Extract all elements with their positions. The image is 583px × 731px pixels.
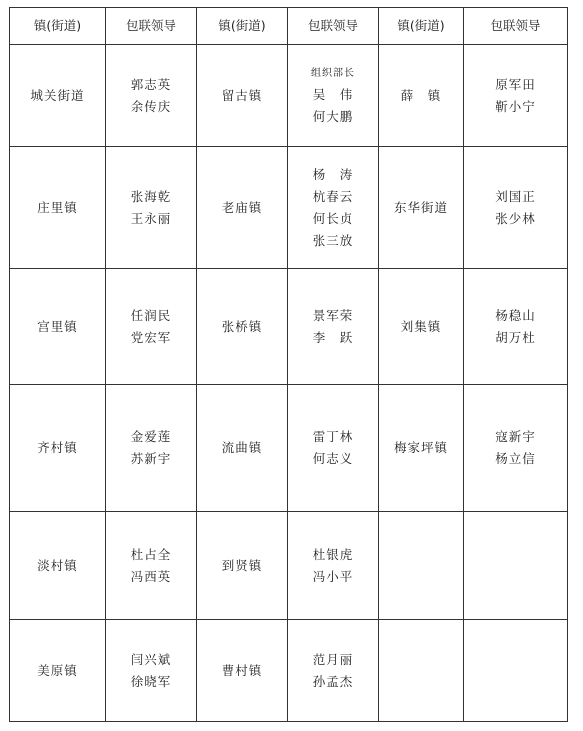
leader-name: 杨稳山 <box>495 307 536 323</box>
leader-name: 原军田 <box>495 76 536 92</box>
leader-name: 范月丽 <box>312 651 354 667</box>
town-cell <box>379 269 464 385</box>
leader-name: 胡万杜 <box>495 329 536 345</box>
leaders-cell <box>106 147 197 269</box>
table-row <box>10 512 568 620</box>
leaders-cell <box>288 512 379 620</box>
leader-name: 张海乾 <box>130 188 172 204</box>
town-cell <box>10 620 106 722</box>
leader-name: 吴 伟 <box>312 86 354 102</box>
town-name: 薛 镇 <box>400 87 442 103</box>
header-town-3: 镇(街道) <box>379 8 464 45</box>
town-cell <box>10 512 106 620</box>
town-name: 流曲镇 <box>221 440 263 455</box>
leader-name: 刘国正 <box>495 188 536 204</box>
leader-name: 张少林 <box>495 210 536 226</box>
town-cell <box>197 620 288 722</box>
leader-name: 杜银虎 <box>312 546 354 562</box>
town-name: 刘集镇 <box>400 318 442 334</box>
leaders-cell <box>464 45 568 147</box>
town-name: 到贤镇 <box>221 557 263 573</box>
leader-name: 何长贞 <box>312 210 354 226</box>
leader-name: 靳小宁 <box>495 98 536 114</box>
leader-name: 杭春云 <box>312 188 354 204</box>
town-name: 梅家坪镇 <box>393 440 448 455</box>
leaders-cell <box>288 269 379 385</box>
table-row <box>10 620 568 722</box>
leader-name: 杨立信 <box>495 451 536 466</box>
header-leaders-3: 包联领导 <box>464 8 568 45</box>
leader-name: 李 跃 <box>312 329 354 345</box>
town-cell <box>197 269 288 385</box>
town-cell <box>10 385 106 512</box>
header-town-2: 镇(街道) <box>197 8 288 45</box>
leader-name: 王永丽 <box>130 210 172 226</box>
leaders-cell <box>288 620 379 722</box>
town-name: 齐村镇 <box>37 440 78 455</box>
town-name: 淡村镇 <box>37 557 78 573</box>
town-cell <box>197 147 288 269</box>
leader-name: 余传庆 <box>130 98 172 114</box>
leader-name: 景军荣 <box>312 307 354 323</box>
town-name: 留古镇 <box>221 87 263 103</box>
leaders-cell <box>464 269 568 385</box>
leaders-cell <box>106 45 197 147</box>
town-cell <box>197 512 288 620</box>
leaders-cell <box>106 620 197 722</box>
town-cell <box>10 147 106 269</box>
leader-name: 杜占全 <box>130 546 172 562</box>
town-name: 美原镇 <box>37 662 78 678</box>
header-leaders-1: 包联领导 <box>106 8 197 45</box>
assignment-table <box>9 7 568 722</box>
leader-name: 寇新宇 <box>495 429 536 444</box>
assignment-table-container <box>9 7 568 722</box>
leaders-cell <box>106 512 197 620</box>
town-name: 老庙镇 <box>221 199 263 215</box>
leaders-cell <box>288 147 379 269</box>
leader-name: 何大鹏 <box>312 108 354 124</box>
town-cell <box>379 45 464 147</box>
town-cell <box>10 269 106 385</box>
leaders-cell <box>106 385 197 512</box>
town-cell <box>197 45 288 147</box>
leader-name: 张三放 <box>312 232 354 248</box>
leader-name: 组织部长 <box>311 67 355 79</box>
table-row <box>10 385 568 512</box>
leader-name: 杨 涛 <box>312 166 354 182</box>
town-cell <box>379 147 464 269</box>
town-name: 宫里镇 <box>37 318 78 334</box>
town-name: 城关街道 <box>30 87 85 103</box>
leader-name: 冯西英 <box>130 568 172 584</box>
leader-name: 雷丁林 <box>312 429 354 444</box>
leaders-cell <box>464 620 568 722</box>
leader-name: 郭志英 <box>130 76 172 92</box>
header-leaders-2: 包联领导 <box>288 8 379 45</box>
leader-name: 苏新宇 <box>130 451 172 466</box>
town-name: 曹村镇 <box>221 662 263 678</box>
leader-name: 孙孟杰 <box>312 673 354 689</box>
header-town-1: 镇(街道) <box>10 8 106 45</box>
leaders-cell <box>464 512 568 620</box>
leaders-cell <box>288 385 379 512</box>
town-name: 张桥镇 <box>221 318 263 334</box>
table-row <box>10 147 568 269</box>
leaders-cell <box>464 147 568 269</box>
table-row <box>10 269 568 385</box>
leader-name: 何志义 <box>312 451 354 466</box>
header-row <box>10 8 568 45</box>
town-cell <box>379 385 464 512</box>
town-name: 庄里镇 <box>37 199 78 215</box>
town-name: 东华街道 <box>393 199 448 215</box>
leader-name: 徐晓军 <box>130 673 172 689</box>
town-cell <box>197 385 288 512</box>
leaders-cell <box>288 45 379 147</box>
town-cell <box>379 620 464 722</box>
leader-name: 任润民 <box>130 307 172 323</box>
leader-name: 闫兴斌 <box>130 651 172 667</box>
leader-name: 金爱莲 <box>130 429 172 444</box>
leaders-cell <box>464 385 568 512</box>
leaders-cell <box>106 269 197 385</box>
town-cell <box>379 512 464 620</box>
leader-name: 党宏军 <box>130 329 172 345</box>
table-row <box>10 45 568 147</box>
town-cell <box>10 45 106 147</box>
leader-name: 冯小平 <box>312 568 354 584</box>
